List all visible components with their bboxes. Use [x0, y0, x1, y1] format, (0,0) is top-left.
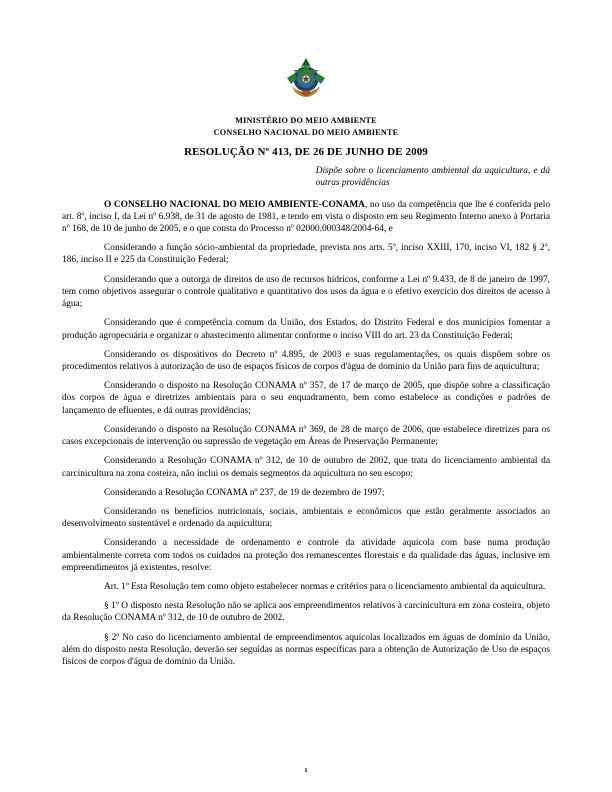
resolution-title: RESOLUÇÃO Nº 413, DE 26 DE JUNHO DE 2009	[184, 145, 428, 158]
brazil-coat-of-arms-icon	[283, 56, 329, 102]
article-paragraph: § 2º No caso do licenciamento ambiental de empreendimentos aquícolas localizados em águas de domínio da União, além do disposto nesta Resolução, deverão ser seguidas as normas específicas para a obtenção de Autorização de Uso de espaços físicos de corpos d'água de domínio da União.	[62, 632, 550, 668]
paragraph: Considerando os dispositivos do Decreto nº 4.895, de 2003 e suas regulamentações, os quais dispõem sobre os procedimentos relativos à autorização de uso de espaços físicos de corpos d'água de domínio da União para fins de aquicultura;	[62, 349, 550, 372]
paragraph: Considerando a Resolução CONAMA nº 237, de 19 de dezembro de 1997;	[104, 487, 385, 498]
article-paragraph: § 1º O disposto nesta Resolução não se aplica aos empreendimentos relativos à carcinicultura em zona costeira, objeto da Resolução CONAMA nº 312, de 10 de outubro de 2002.	[62, 601, 550, 624]
opening-bold-text: O CONSELHO NACIONAL DO MEIO AMBIENTE-CONAMA	[104, 199, 365, 210]
council-name: CONSELHO NACIONAL DO MEIO AMBIENTE	[213, 127, 399, 137]
paragraph: Considerando o disposto na Resolução CONAMA nº 369, de 28 de março de 2006, que estabelece diretrizes para os casos excepcionais de intervenção ou supressão de vegetação em Áreas de Preservação Permanente;	[62, 424, 550, 448]
page-number: 1	[304, 767, 308, 774]
paragraph: Considerando a necessidade de ordenamento e controle da atividade aquícola com base numa produção ambientalmente correta com todos os cuidados na proteção dos remanescentes florestais e da qualidade das águas, inclusive em empreendimentos já existentes, resolve:	[62, 538, 550, 573]
paragraph: Considerando que é competência comum da União, dos Estados, do Distrito Federal e dos municípios fomentar a produção agropecuária e organizar o abastecimento alimentar conforme o inciso VIII do art. 23 da Constituição Federal;	[62, 318, 550, 341]
ministry-name: MINISTÉRIO DO MEIO AMBIENTE	[235, 116, 377, 125]
resolution-summary: Dispõe sobre o licenciamento ambiental da aquicultura, e dá outras providências	[315, 165, 550, 188]
paragraph: Considerando que a outorga de direitos de uso de recursos hídricos, conforme a Lei nº 9.433, de 8 de janeiro de 1997, tem como objetivos assegurar o controle qualitativo e quantitativo dos usos da água e o efetivo exercício dos direitos de acesso à água;	[62, 274, 550, 310]
opening-paragraph	[62, 199, 550, 243]
opening-rest-text: , no uso da competência que lhe é conferida pelo art. 8º, inciso I, da Lei nº 6.938, de 31 de agosto de 1981, e tendo em vista o disposto em seu Regimento Interno anexo à Portaria nº 168, de 10 de junho de 2005, e o que consta do Processo nº 02000.000348/2004-64, e	[62, 199, 551, 234]
coat-of-arms-container	[62, 56, 550, 107]
paragraph: Considerando a Resolução CONAMA nº 312, de 10 de outubro de 2002, que trata do licenciamento ambiental da carcinicultura na zona costeira, não inclui os demais segmentos da aquicultura no seu escopo;	[62, 456, 550, 479]
article-paragraph: Art. 1º Esta Resolução tem como objeto estabelecer normas e critérios para o licenciamento ambiental da aquicultura.	[104, 582, 546, 593]
paragraph: Considerando a função sócio-ambiental da propriedade, prevista nos arts. 5º, inciso XXIII, 170, inciso VI, 182 § 2º, 186, inciso II e 225 da Constituição Federal;	[62, 243, 550, 266]
paragraph: Considerando o disposto na Resolução CONAMA nº 357, de 17 de março de 2005, que dispõe sobre a classificação dos corpos de água e diretrizes ambientais para o seu enquadramento, bem como estabelece as condições e padrões de lançamento de efluentes, e dá outras providências;	[62, 381, 550, 416]
document-body	[62, 199, 550, 669]
paragraph: Considerando os benefícios nutricionais, sociais, ambientais e econômicos que estão geralmente associados ao desenvolvimento sustentável e ordenado da aquicultura;	[62, 506, 550, 530]
